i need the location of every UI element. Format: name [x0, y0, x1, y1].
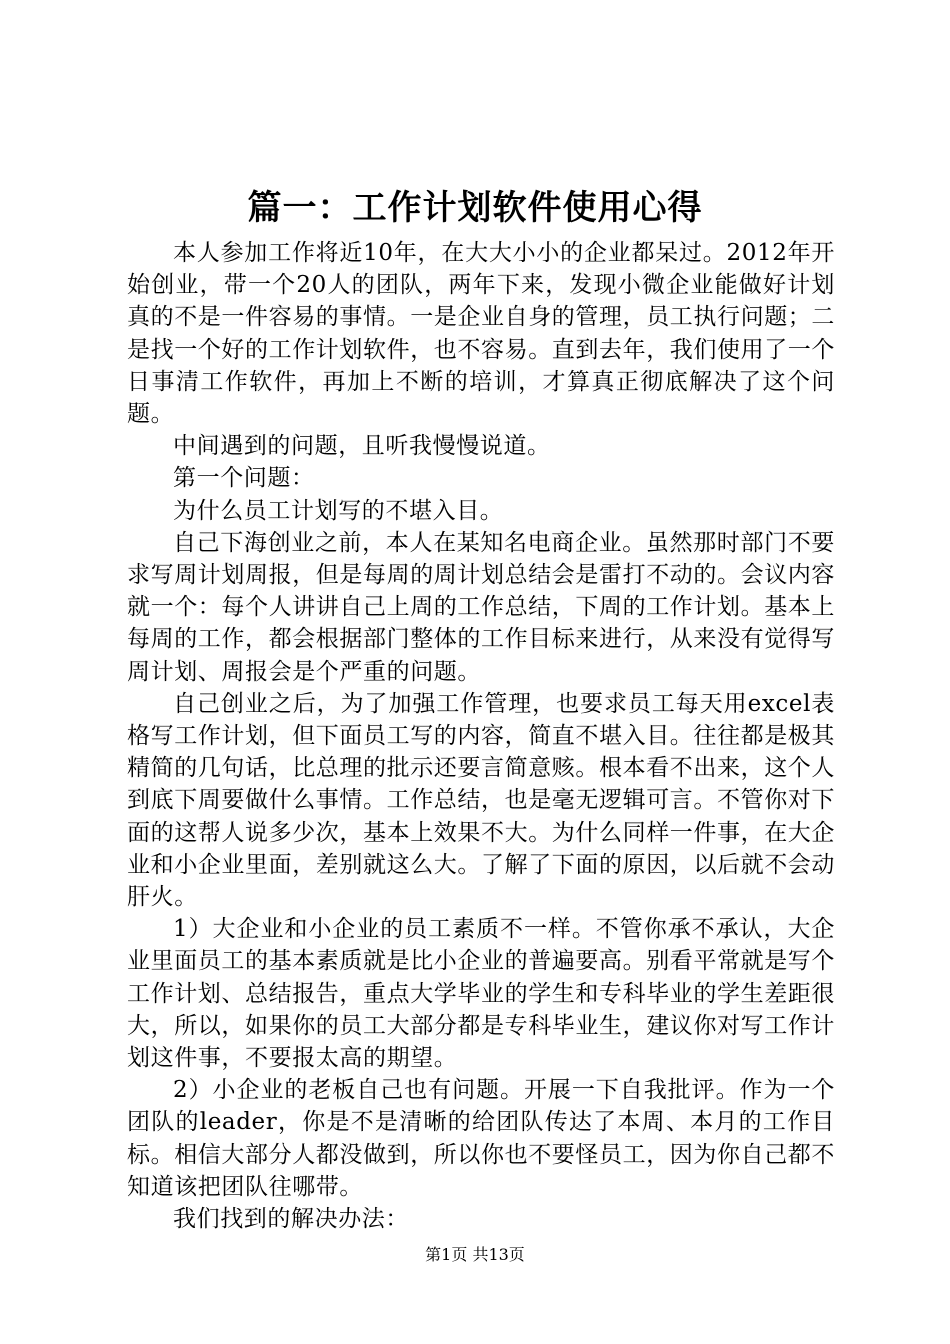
paragraph: 1）大企业和小企业的员工素质不一样。不管你承不承认，大企业里面员工的基本素质就是比小企业的普遍要高。别看平常就是写个工作计划、总结报告，重点大学毕业的学生和专科毕业的学生差距很大，所以，如果你的员工大部分都是专科毕业生，建议你对写工作计划这件事，不要报太高的期望。: [127, 916, 835, 1072]
paragraph: 为什么员工计划写的不堪入目。: [173, 497, 504, 524]
paragraph: 第一个问题：: [173, 465, 315, 492]
page-number-footer: 第1页 共13页: [425, 1245, 525, 1264]
paragraph: 本人参加工作将近10年，在大大小小的企业都呆过。2012年开始创业，带一个20人的团队，两年下来，发现小微企业能做好计划真的不是一件容易的事情。一是企业自身的管理，员工执行问题；二是找一个好的工作计划软件，也不容易。直到去年，我们使用了一个日事清工作软件，再加上不断的培训，才算真正彻底解决了这个问题。: [127, 240, 835, 428]
document-body: [127, 237, 835, 1235]
document-title: 篇一：工作计划软件使用心得: [247, 188, 703, 228]
paragraph: 2）小企业的老板自己也有问题。开展一下自我批评。作为一个团队的leader，你是不是清晰的给团队传达了本周、本月的工作目标。相信大部分人都没做到，所以你也不要怪员工，因为你自己都不知道该把团队往哪带。: [127, 1077, 835, 1200]
paragraph: 中间遇到的问题，且听我慢慢说道。: [173, 433, 551, 460]
paragraph: 我们找到的解决办法：: [173, 1206, 409, 1233]
paragraph: 自己下海创业之前，本人在某知名电商企业。虽然那时部门不要求写周计划周报，但是每周的周计划总结会是雷打不动的。会议内容就一个：每个人讲讲自己上周的工作总结，下周的工作计划。基本上每周的工作，都会根据部门整体的工作目标来进行，从来没有觉得写周计划、周报会是个严重的问题。: [127, 529, 835, 685]
paragraph: 自己创业之后，为了加强工作管理，也要求员工每天用excel表格写工作计划，但下面员工写的内容，简直不堪入目。往往都是极其精简的几句话，比总理的批示还要言简意赅。根本看不出来，这个人到底下周要做什么事情。工作总结，也是毫无逻辑可言。不管你对下面的这帮人说多少次，基本上效果不大。为什么同样一件事，在大企业和小企业里面，差别就这么大。了解了下面的原因，以后就不会动肝火。: [127, 690, 835, 911]
